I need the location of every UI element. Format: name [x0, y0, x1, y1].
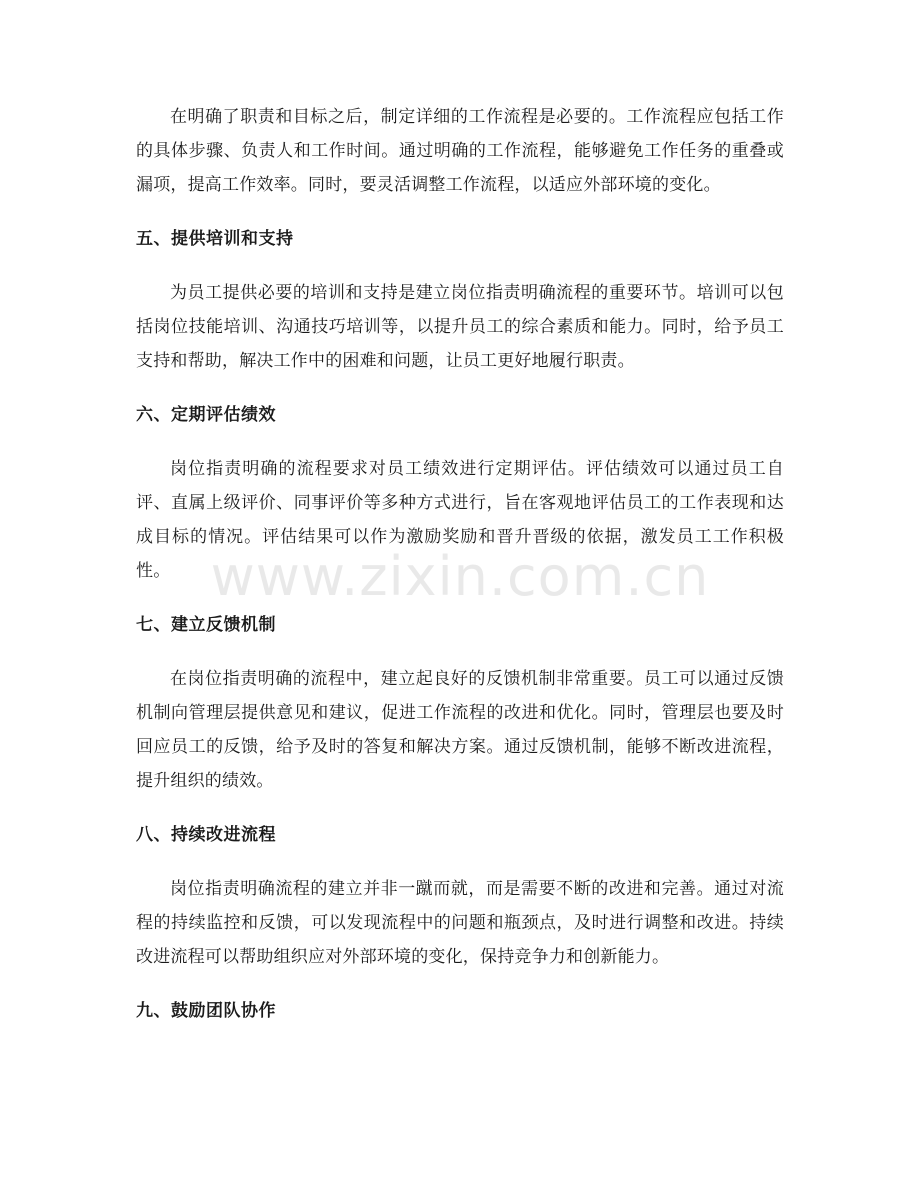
paragraph-performance-evaluation: 岗位指责明确的流程要求对员工绩效进行定期评估。评估绩效可以通过员工自评、直属上级评价、同事评价等多种方式进行，旨在客观地评估员工的工作表现和达成目标的情况。评估结果可以作为激励奖励和晋升晋级的依据，激发员工工作积极性。 — [136, 459, 784, 581]
paragraph-workflow: 在明确了职责和目标之后，制定详细的工作流程是必要的。工作流程应包括工作的具体步骤、负责人和工作时间。通过明确的工作流程，能够避免工作任务的重叠或漏项，提高工作效率。同时，要灵活调整工作流程，以适应外部环境的变化。 — [136, 107, 784, 195]
document-body — [136, 100, 784, 1048]
heading-training-support: 五、提供培训和支持 — [136, 229, 294, 249]
heading-team-collaboration: 九、鼓励团队协作 — [136, 1001, 276, 1021]
watermark-text: www.zixin.com.cn — [210, 545, 710, 608]
paragraph-continuous-improvement: 岗位指责明确流程的建立并非一蹴而就，而是需要不断的改进和完善。通过对流程的持续监控和反馈，可以发现流程中的问题和瓶颈点，及时进行调整和改进。持续改进流程可以帮助组织应对外部环境的变化，保持竞争力和创新能力。 — [136, 879, 784, 967]
heading-performance-evaluation: 六、定期评估绩效 — [136, 405, 276, 425]
heading-continuous-improvement: 八、持续改进流程 — [136, 825, 276, 845]
paragraph-feedback-mechanism: 在岗位指责明确的流程中，建立起良好的反馈机制非常重要。员工可以通过反馈机制向管理层提供意见和建议，促进工作流程的改进和优化。同时，管理层也要及时回应员工的反馈，给予及时的答复和解决方案。通过反馈机制，能够不断改进流程，提升组织的绩效。 — [136, 669, 784, 791]
paragraph-training-support: 为员工提供必要的培训和支持是建立岗位指责明确流程的重要环节。培训可以包括岗位技能培训、沟通技巧培训等，以提升员工的综合素质和能力。同时，给予员工支持和帮助，解决工作中的困难和问题，让员工更好地履行职责。 — [136, 283, 784, 371]
heading-feedback-mechanism: 七、建立反馈机制 — [136, 615, 276, 635]
